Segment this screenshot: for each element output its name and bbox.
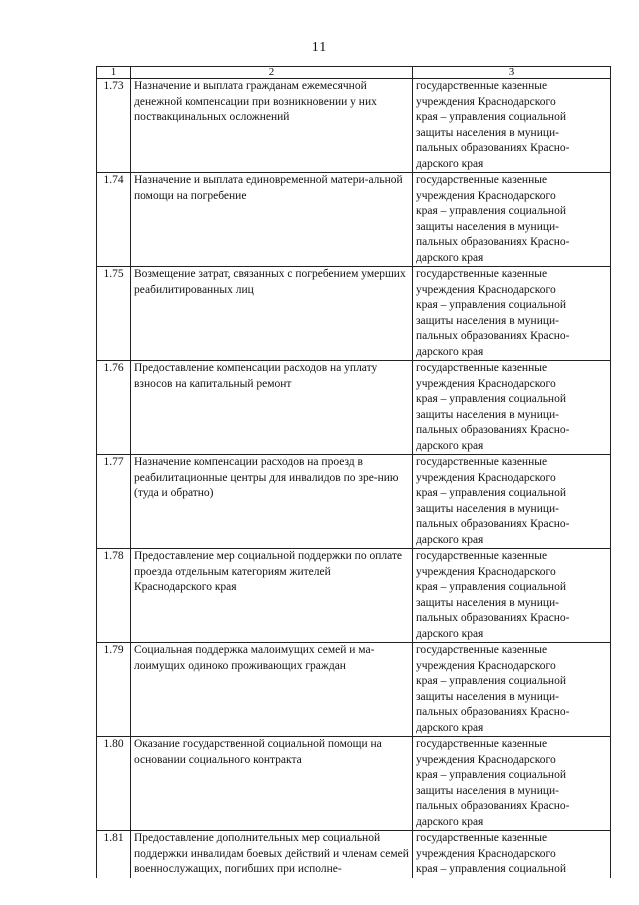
organization-line: пальных образованиях Красно- (416, 424, 570, 436)
organization-line: государственные казенные (416, 832, 548, 844)
organization-line: защиты населения в муници- (416, 220, 559, 233)
organization-line: края – управления социальной (416, 393, 566, 405)
organization-line: учреждения Краснодарского (416, 847, 556, 860)
service-name: Назначение и выплата гражданам ежемесячной денежной компенсации при возникновении у них поствакцинальных осложнений (131, 79, 413, 173)
organization-line: защиты населения в муници- (416, 126, 559, 139)
table-row (97, 361, 611, 455)
organization-line: дарского края (416, 157, 484, 170)
organization-line: дарского края (416, 251, 484, 264)
column-header-number: 1 (97, 67, 131, 79)
organization-line: учреждения Краснодарского (416, 659, 556, 672)
table-row (97, 549, 611, 643)
organization-line: края – управления социальной (416, 205, 566, 217)
organization-line: учреждения Краснодарского (416, 189, 556, 202)
row-number: 1.80 (97, 737, 131, 831)
organization-line: пальных образованиях Красно- (416, 706, 570, 718)
responsible-organization (413, 361, 611, 455)
organization-line: защиты населения в муници- (416, 690, 559, 703)
organization-line: учреждения Краснодарского (416, 565, 556, 578)
service-name: Предоставление компенсации расходов на уплату взносов на капитальный ремонт (131, 361, 413, 455)
organization-line: учреждения Краснодарского (416, 95, 556, 108)
table-row (97, 737, 611, 831)
table-row (97, 831, 611, 878)
row-number: 1.78 (97, 549, 131, 643)
responsible-organization (413, 267, 611, 361)
organization-line: защиты населения в муници- (416, 408, 559, 421)
column-header-organization: 3 (413, 67, 611, 79)
organization-line: края – управления социальной (416, 581, 566, 593)
responsible-organization (413, 737, 611, 831)
service-name: Социальная поддержка малоимущих семей и ма-лоимущих одиноко проживающих граждан (131, 643, 413, 737)
column-header-service: 2 (131, 67, 413, 79)
organization-line: государственные казенные (416, 174, 548, 186)
organization-line: государственные казенные (416, 550, 548, 562)
service-name: Предоставление мер социальной поддержки по оплате проезда отдельным категориям жителей Краснодарского края (131, 549, 413, 643)
service-name: Оказание государственной социальной помощи на основании социального контракта (131, 737, 413, 831)
organization-line: края – управления социальной (416, 675, 566, 687)
organization-line: дарского края (416, 439, 484, 452)
table-row (97, 267, 611, 361)
organization-line: государственные казенные (416, 362, 548, 374)
organization-line: края – управления социальной (416, 769, 566, 781)
table-row (97, 643, 611, 737)
organization-line: защиты населения в муници- (416, 502, 559, 515)
organization-line: государственные казенные (416, 644, 548, 656)
organization-line: государственные казенные (416, 80, 548, 92)
service-name: Назначение компенсации расходов на проезд в реабилитационные центры для инвалидов по зре-нию (туда и обратно) (131, 455, 413, 549)
organization-line: пальных образованиях Красно- (416, 142, 570, 154)
row-number: 1.74 (97, 173, 131, 267)
organization-line: учреждения Краснодарского (416, 283, 556, 296)
responsible-organization (413, 549, 611, 643)
row-number: 1.77 (97, 455, 131, 549)
organization-line: пальных образованиях Красно- (416, 236, 570, 248)
service-name: Предоставление дополнительных мер социальной поддержки инвалидам боевых действий и членам семей военнослужащих, погибших при исполне- (131, 831, 413, 878)
organization-line: учреждения Краснодарского (416, 471, 556, 484)
table-row (97, 79, 611, 173)
organization-line: защиты населения в муници- (416, 784, 559, 797)
organization-line: пальных образованиях Красно- (416, 800, 570, 812)
organization-line: дарского края (416, 533, 484, 546)
table-row (97, 455, 611, 549)
row-number: 1.81 (97, 831, 131, 878)
organization-line: края – управления социальной (416, 487, 566, 499)
organization-line: государственные казенные (416, 738, 548, 750)
responsible-organization (413, 79, 611, 173)
organization-line: дарского края (416, 815, 484, 828)
organization-line: края – управления социальной (416, 111, 566, 123)
responsible-organization (413, 831, 611, 878)
organization-line: дарского края (416, 721, 484, 734)
table-row (97, 173, 611, 267)
responsible-organization (413, 173, 611, 267)
responsible-organization (413, 643, 611, 737)
responsible-organization (413, 455, 611, 549)
row-number: 1.79 (97, 643, 131, 737)
service-name: Назначение и выплата единовременной матери-альной помощи на погребение (131, 173, 413, 267)
organization-line: защиты населения в муници- (416, 596, 559, 609)
page-number: 11 (311, 40, 328, 55)
organization-line: края – управления социальной (416, 863, 566, 875)
organization-line: дарского края (416, 345, 484, 358)
row-number: 1.73 (97, 79, 131, 173)
row-number: 1.75 (97, 267, 131, 361)
organization-line: дарского края (416, 627, 484, 640)
service-name: Возмещение затрат, связанных с погребением умерших реабилитированных лиц (131, 267, 413, 361)
services-table (96, 66, 611, 878)
organization-line: учреждения Краснодарского (416, 753, 556, 766)
organization-line: пальных образованиях Красно- (416, 330, 570, 342)
table-header-row (97, 67, 611, 79)
organization-line: края – управления социальной (416, 299, 566, 311)
organization-line: защиты населения в муници- (416, 314, 559, 327)
row-number: 1.76 (97, 361, 131, 455)
organization-line: учреждения Краснодарского (416, 377, 556, 390)
organization-line: пальных образованиях Красно- (416, 612, 570, 624)
organization-line: государственные казенные (416, 268, 548, 280)
organization-line: государственные казенные (416, 456, 548, 468)
organization-line: пальных образованиях Красно- (416, 518, 570, 530)
